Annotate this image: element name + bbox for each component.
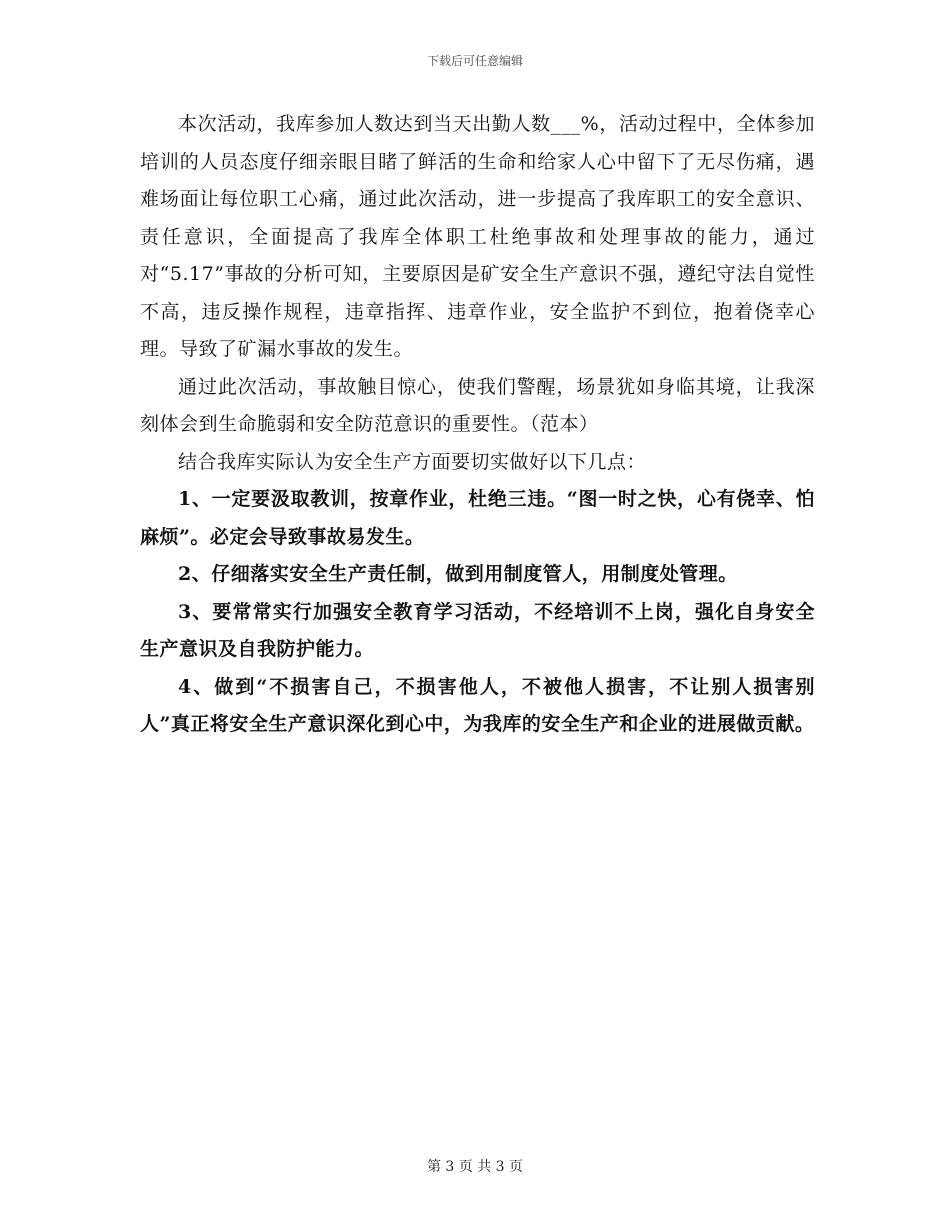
document-body bbox=[140, 106, 815, 744]
paragraph-reflection: 通过此次活动，事故触目惊心，使我们警醒，场景犹如身临其境，让我深刻体会到生命脆弱和安全防范意识的重要性。（范本） bbox=[140, 375, 815, 435]
paragraph-point-2: 2、仔细落实安全生产责任制，做到用制度管人，用制度处管理。 bbox=[178, 563, 738, 585]
paragraph-point-3: 3、要常常实行加强安全教育学习活动，不经培训不上岗，强化自身安全生产意识及自我防护能力。 bbox=[140, 600, 815, 660]
paragraph-activity-summary: 本次活动，我库参加人数达到当天出勤人数___%，活动过程中，全体参加培训的人员态度仔细亲眼目睹了鲜活的生命和给家人心中留下了无尽伤痛，遇难场面让每位职工心痛，通过此次活动，进一步提高了我库职工的安全意识、责任意识，全面提高了我库全体职工杜绝事故和处理事故的能力，通过对“5.17”事故的分析可知，主要原因是矿安全生产意识不强，遵纪守法自觉性不高，违反操作规程，违章指挥、违章作业，安全监护不到位，抱着侥幸心理。导致了矿漏水事故的发生。 bbox=[140, 113, 815, 360]
page-header: 下载后可任意编辑 bbox=[426, 54, 523, 68]
page-number: 第 3 页 共 3 页 bbox=[426, 1159, 524, 1175]
paragraph-points-intro: 结合我库实际认为安全生产方面要切实做好以下几点： bbox=[178, 450, 647, 473]
paragraph-point-1: 1、一定要汲取教训，按章作业，杜绝三违。“图一时之快，心有侥幸、怕麻烦”。必定会导致事故易发生。 bbox=[140, 488, 815, 548]
paragraph-point-4: 4、做到“不损害自己，不损害他人，不被他人损害，不让别人损害别人”真正将安全生产意识深化到心中，为我库的安全生产和企业的进展做贡献。 bbox=[140, 675, 815, 735]
